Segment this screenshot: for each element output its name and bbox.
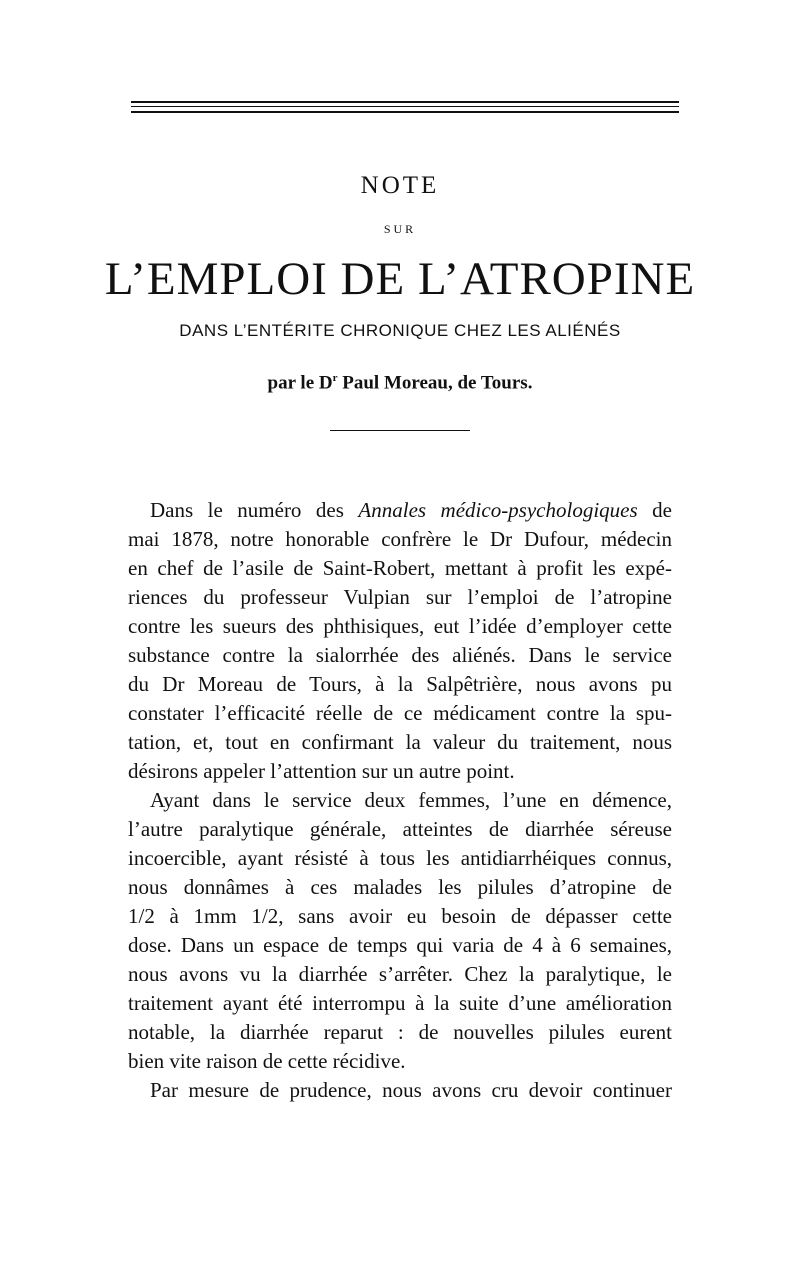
text-line: constater l’efficacité réelle de ce médicament contre la spu-: [128, 701, 672, 725]
text-line: riences du professeur Vulpian sur l’emploi de l’atropine: [128, 585, 672, 609]
text-line: contre les sueurs des phthisiques, eut l’idée d’employer cette: [128, 614, 672, 638]
text-line: Dans le numéro des Annales médico-psychologiques de: [150, 498, 672, 522]
text-line: tation, et, tout en confirmant la valeur du traitement, nous: [128, 730, 672, 754]
text-line: bien vite raison de cette récidive.: [128, 1049, 406, 1073]
text-line: Par mesure de prudence, nous avons cru devoir continuer: [150, 1078, 672, 1102]
body-text: [128, 496, 672, 1105]
text-line: notable, la diarrhée reparut : de nouvelles pilules eurent: [128, 1020, 672, 1044]
subtitle: DANS L’ENTÉRITE CHRONIQUE CHEZ LES ALIÉNÉS: [179, 321, 621, 340]
text-line: dose. Dans un espace de temps qui varia de 4 à 6 semaines,: [128, 933, 672, 957]
top-rule: [131, 101, 679, 103]
author-line: [0, 372, 800, 394]
heading-sur: SUR: [383, 222, 417, 236]
text-line: désirons appeler l’attention sur un autre point.: [128, 759, 515, 783]
text-line: l’autre paralytique générale, atteintes de diarrhée séreuse: [128, 817, 672, 841]
text-line: nous avons vu la diarrhée s’arrêter. Chez la paralytique, le: [128, 962, 672, 986]
text-line: Ayant dans le service deux femmes, l’une en démence,: [150, 788, 672, 812]
top-rule: [131, 111, 679, 113]
author-rest: Paul Moreau, de Tours.: [337, 372, 533, 394]
text-line: mai 1878, notre honorable confrère le Dr Dufour, médecin: [128, 527, 672, 551]
heading-note: NOTE: [360, 172, 440, 199]
text-line: incoercible, ayant résisté à tous les antidiarrhéiques connus,: [128, 846, 672, 870]
author-sup: r: [332, 372, 338, 384]
text-line: nous donnâmes à ces malades les pilules d’atropine de: [128, 875, 672, 899]
text-line: substance contre la sialorrhée des aliénés. Dans le service: [128, 643, 672, 667]
divider: [330, 430, 470, 431]
text-line: du Dr Moreau de Tours, à la Salpêtrière, nous avons pu: [128, 672, 672, 696]
journal-title: Annales médico-psychologiques: [358, 498, 638, 522]
text-line: en chef de l’asile de Saint-Robert, mettant à profit les expé-: [128, 556, 672, 580]
text-line: traitement ayant été interrompu à la suite d’une amélioration: [128, 991, 672, 1015]
author-prefix: par le D: [267, 372, 333, 394]
page-title: L’EMPLOI DE L’ATROPINE: [104, 253, 696, 305]
text-line: 1/2 à 1mm 1/2, sans avoir eu besoin de dépasser cette: [128, 904, 672, 928]
top-rule: [131, 106, 679, 107]
